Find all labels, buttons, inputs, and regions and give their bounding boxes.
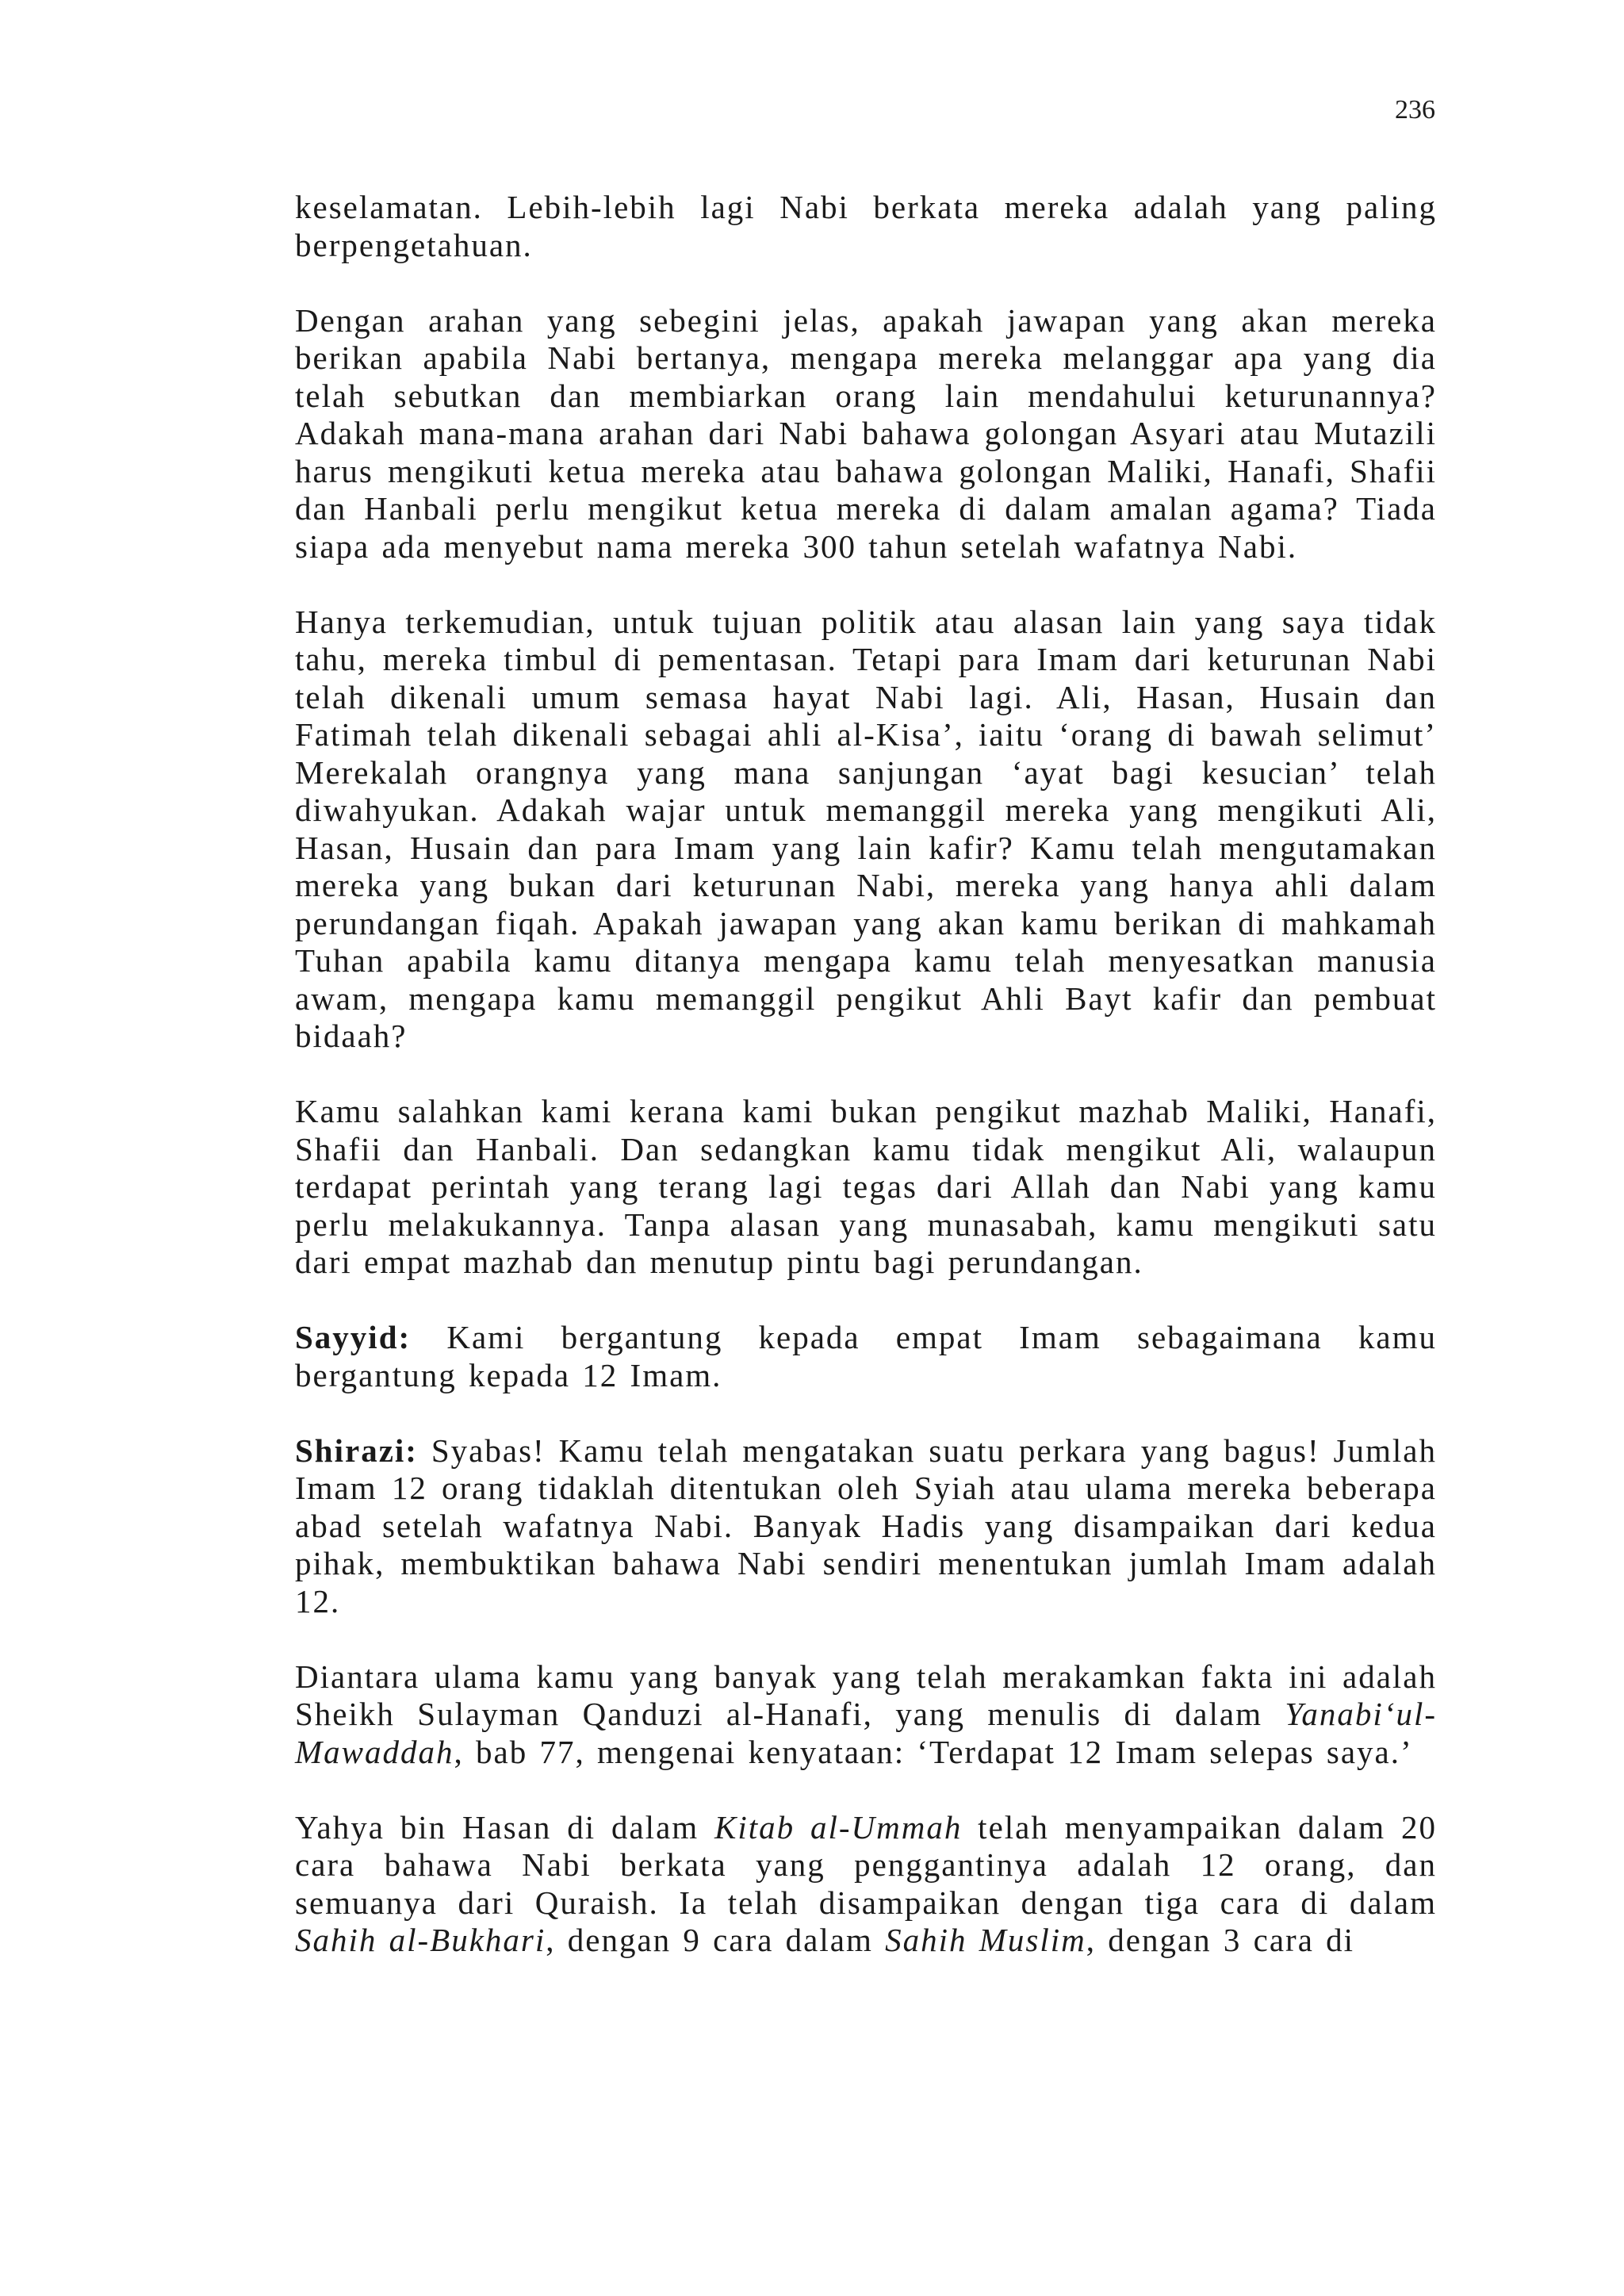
paragraph-3: Hanya terkemudian, untuk tujuan politik atau alasan lain yang saya tidak tahu, mereka timbul di pementasan. Tetapi para Imam dari keturunan Nabi telah dikenali umum semasa hayat Nabi lagi. Ali, Hasan, Husain dan Fatimah telah dikenali sebagai ahli al-Kisa’, iaitu ‘orang di bawah selimut’ Merekalah orangnya yang mana sanjungan ‘ayat bagi kesucian’ telah diwahyukan. Adakah wajar untuk memanggil mereka yang mengikuti Ali, Hasan, Husain dan para Imam yang lain kafir? Kamu telah mengutamakan mereka yang bukan dari keturunan Nabi, mereka yang hanya ahli dalam perundangan fiqah. Apakah jawapan yang akan kamu berikan di mahkamah Tuhan apabila kamu ditanya mengapa kamu telah menyesatkan manusia awam, mengapa kamu memanggil pengikut Ahli Bayt kafir dan pembuat bidaah? <box>295 603 1437 1054</box>
page-number: 236 <box>1395 95 1435 125</box>
dialogue-text: Syabas! Kamu telah mengatakan suatu perkara yang bagus! Jumlah Imam 12 orang tidaklah ditentukan oleh Syiah atau ulama mereka beberapa abad setelah wafatnya Nabi. Banyak Hadis yang disampaikan dari kedua pihak, membuktikan bahawa Nabi sendiri menentukan jumlah Imam adalah 12. <box>295 1432 1437 1619</box>
paragraph-1: keselamatan. Lebih-lebih lagi Nabi berkata mereka adalah yang paling berpengetahuan. <box>295 189 1437 263</box>
dialogue-text: Kami bergantung kepada empat Imam sebagaimana kamu bergantung kepada 12 Imam. <box>295 1319 1437 1393</box>
paragraph-text: , dengan 3 cara di <box>1086 1922 1355 1958</box>
paragraph-text: Yahya bin Hasan di dalam <box>295 1808 714 1846</box>
paragraph-6-dialogue <box>295 1432 1437 1621</box>
page-body <box>295 189 1437 1960</box>
book-title: Sahih al-Bukhari <box>295 1922 546 1958</box>
paragraph-text: , bab 77, mengenai kenyataan: ‘Terdapat 12 Imam selepas saya.’ <box>454 1733 1413 1770</box>
book-title: Yanabi‘ul-Mawaddah <box>295 1696 1437 1770</box>
speaker-name: Shirazi: <box>295 1432 418 1469</box>
paragraph-text: Diantara ulama kamu yang banyak yang telah merakamkan fakta ini adalah Sheikh Sulayman Qanduzi al-Hanafi, yang menulis di dalam <box>295 1658 1437 1732</box>
paragraph-text: , dengan 9 cara dalam <box>546 1922 886 1958</box>
paragraph-2: Dengan arahan yang sebegini jelas, apakah jawapan yang akan mereka berikan apabila Nabi bertanya, mengapa mereka melanggar apa yang dia telah sebutkan dan membiarkan orang lain mendahului keturunannya? Adakah mana-mana arahan dari Nabi bahawa golongan Asyari atau Mutazili harus mengikuti ketua mereka atau bahawa golongan Maliki, Hanafi, Shafii dan Hanbali perlu mengikut ketua mereka di dalam amalan agama? Tiada siapa ada menyebut nama mereka 300 tahun setelah wafatnya Nabi. <box>295 301 1437 565</box>
paragraph-text: telah menyampaikan dalam 20 cara bahawa Nabi berkata yang penggantinya adalah 12 orang, dan semuanya dari Quraish. Ia telah disampaikan dengan tiga cara di dalam <box>295 1808 1438 1921</box>
book-title: Sahih Muslim <box>885 1922 1086 1958</box>
book-title: Kitab al-Ummah <box>714 1808 963 1846</box>
speaker-name: Sayyid: <box>295 1319 412 1355</box>
paragraph-7 <box>295 1658 1437 1772</box>
paragraph-8 <box>295 1809 1437 1960</box>
paragraph-4: Kamu salahkan kami kerana kami bukan pengikut mazhab Maliki, Hanafi, Shafii dan Hanbali. Dan sedangkan kamu tidak mengikut Ali, walaupun terdapat perintah yang terang lagi tegas dari Allah dan Nabi yang kamu perlu melakukannya. Tanpa alasan yang munasabah, kamu mengikuti satu dari empat mazhab dan menutup pintu bagi perundangan. <box>295 1093 1437 1280</box>
paragraph-5-dialogue <box>295 1319 1437 1394</box>
